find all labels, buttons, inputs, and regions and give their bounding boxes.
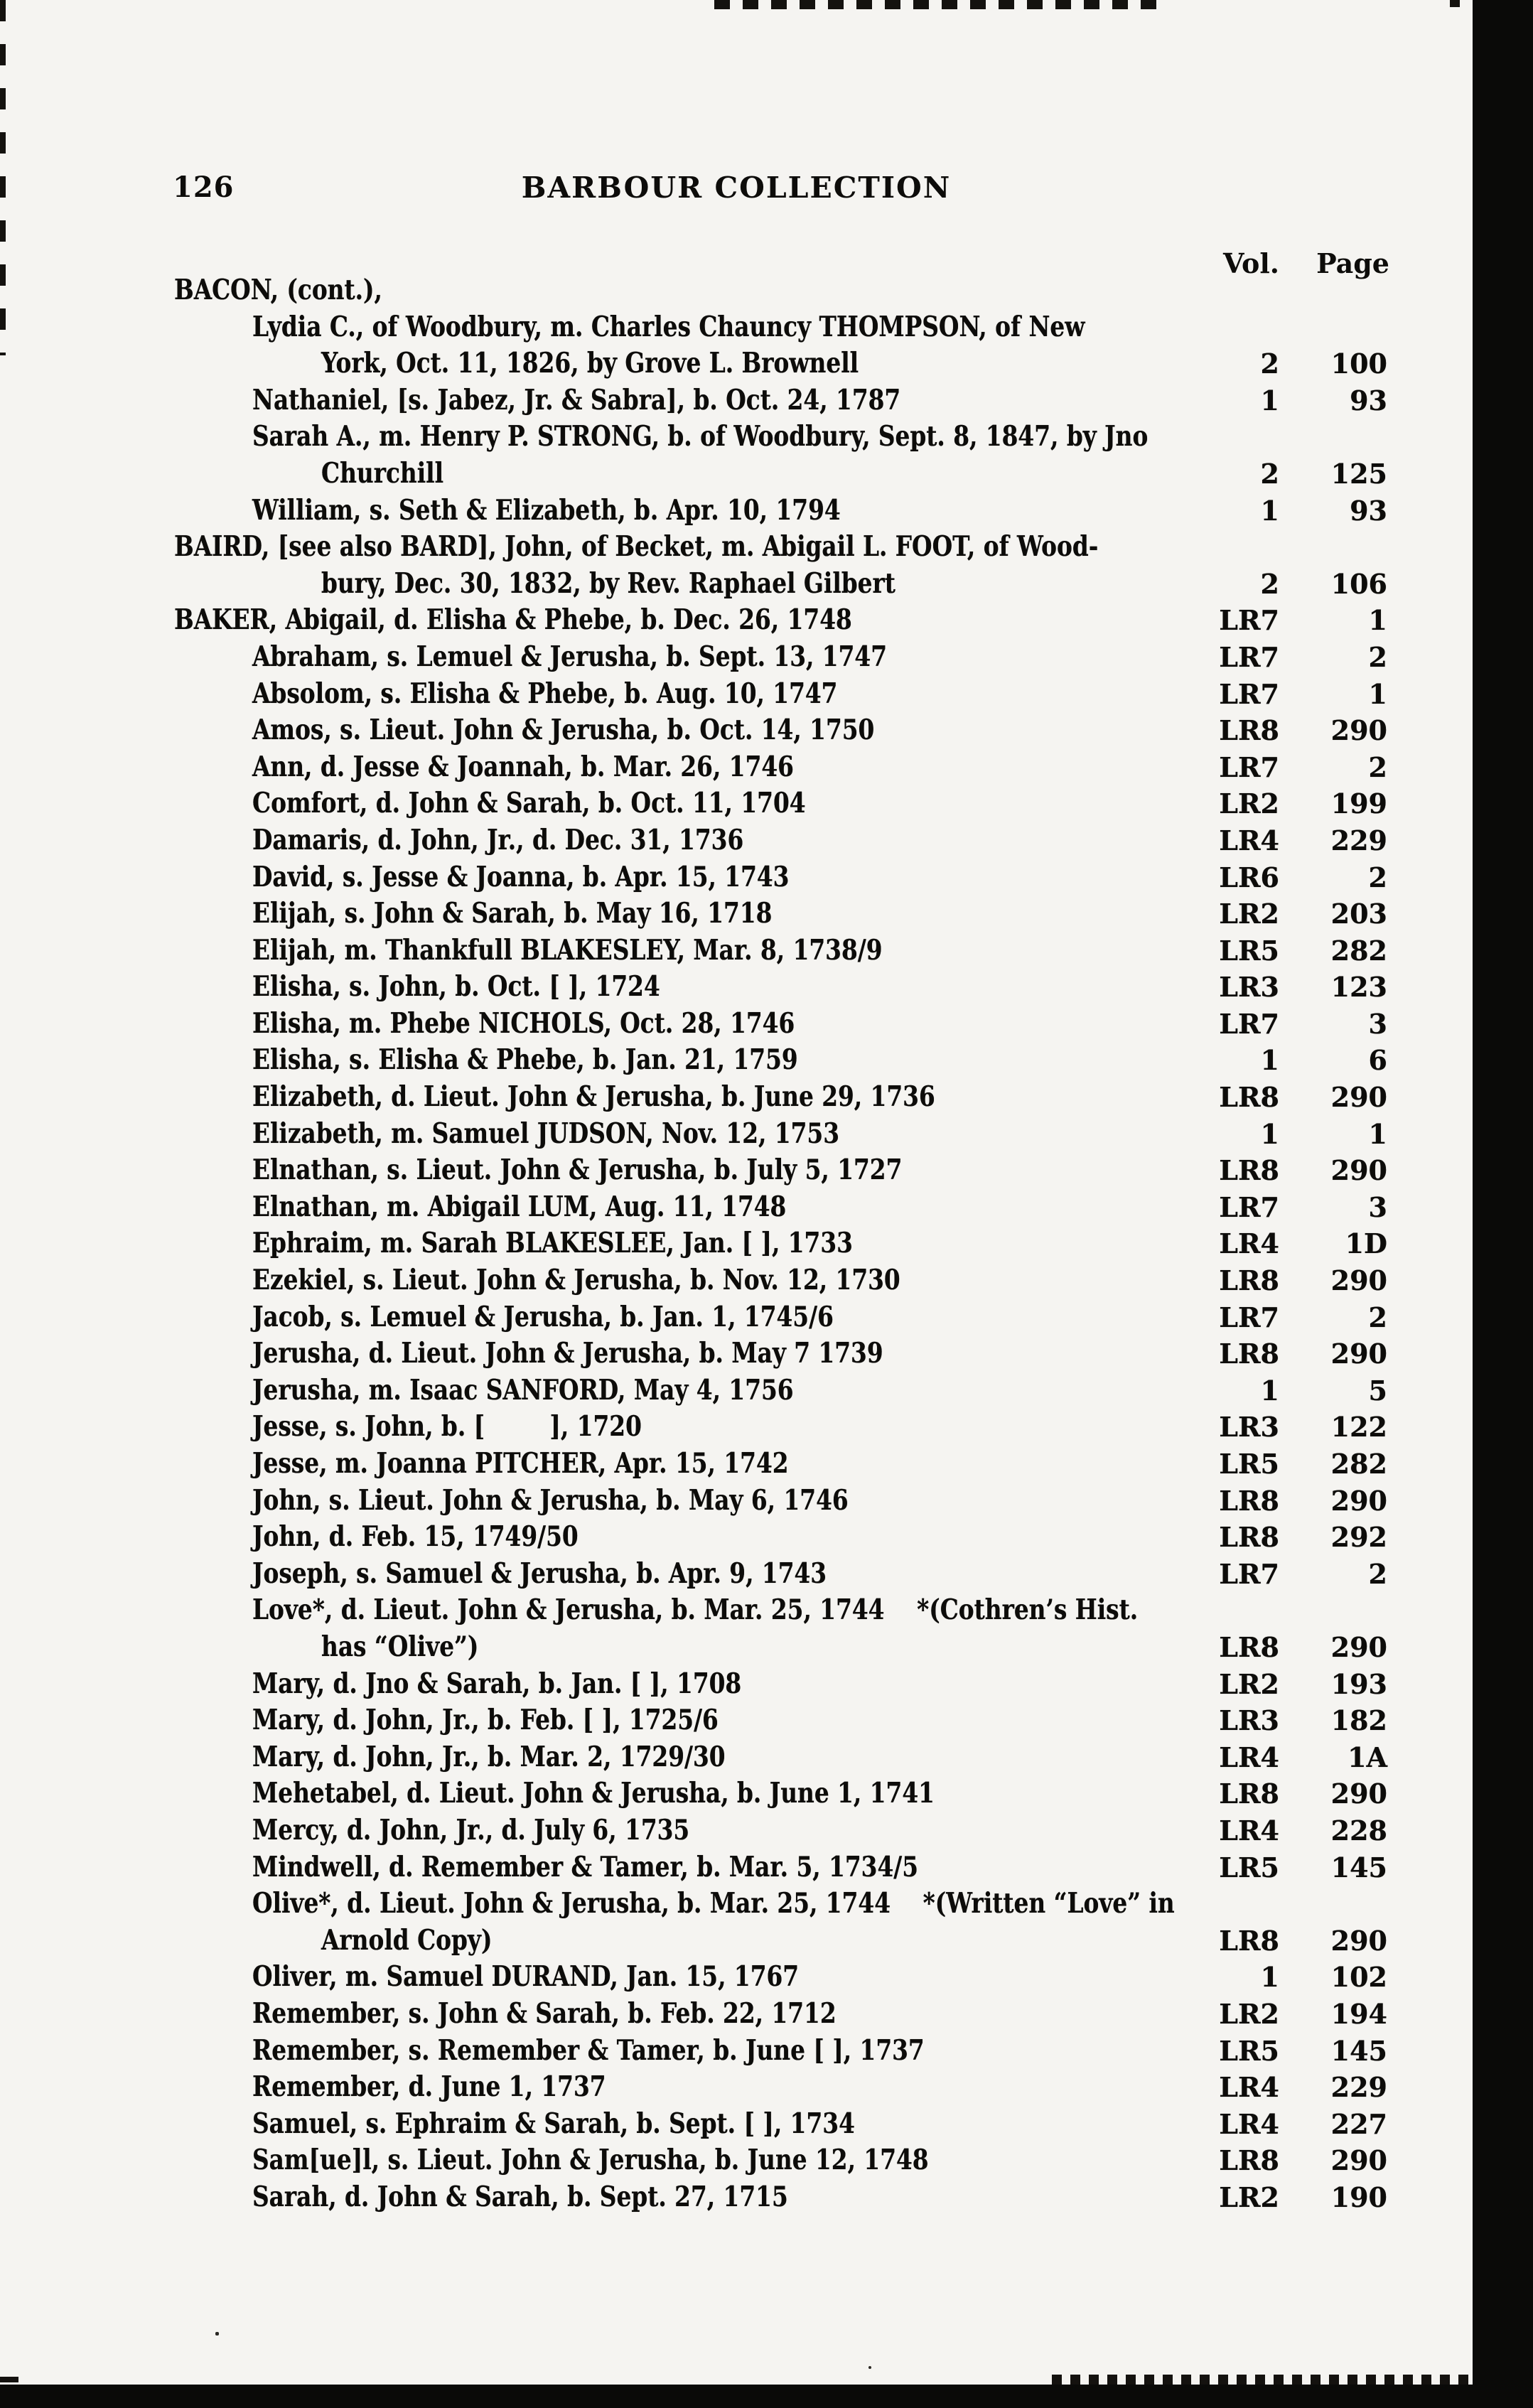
table-row [0,1959,1473,1996]
entry-text: Ann, d. Jesse & Joannah, b. Mar. 26, 1746 [252,750,794,783]
entry-vol: 1 [1260,1117,1279,1150]
entry-text: Lydia C., of Woodbury, m. Charles Chauncy THOMPSON, of New [252,310,1085,343]
column-header-page: Page [1316,247,1389,279]
entry-page: 145 [1330,2034,1387,2067]
table-row [0,2142,1473,2179]
entry-page: 106 [1330,567,1387,600]
entry-vol: LR3 [1219,1411,1279,1444]
table-row [0,712,1473,749]
entry-vol: 2 [1260,348,1279,380]
entry-vol: LR2 [1219,2181,1279,2213]
table-row [0,822,1473,859]
scan-artifact-tick-top-right [1450,0,1460,7]
table-row [0,1702,1473,1739]
table-row [0,2069,1473,2106]
table-row [0,1996,1473,2033]
entry-vol: 1 [1260,494,1279,527]
table-row [0,566,1473,603]
entry-page: 199 [1330,788,1387,820]
table-row [0,529,1473,566]
table-row [0,1886,1473,1923]
entry-text: Jesse, s. John, b. [ ], 1720 [252,1410,642,1444]
entry-text: Remember, d. June 1, 1737 [252,2070,606,2104]
scan-artifact-tick-bottom-left [0,2377,18,2382]
entry-text: Samuel, s. Ephraim & Sarah, b. Sept. [ ], 1734 [252,2107,855,2140]
entry-page: 102 [1330,1961,1387,1994]
entry-text: William, s. Seth & Elizabeth, b. Apr. 10, 1794 [252,493,841,527]
entry-text: BAKER, Abigail, d. Elisha & Phebe, b. Dec. 26, 1748 [174,603,852,637]
entry-vol: LR5 [1219,1448,1279,1480]
table-row [0,2179,1473,2216]
entry-text: Elisha, s. Elisha & Phebe, b. Jan. 21, 1759 [252,1043,798,1077]
entry-text: Mehetabel, d. Lieut. John & Jerusha, b. June 1, 1741 [252,1777,935,1810]
entry-page: 1 [1368,604,1387,637]
entries-list [0,272,1473,2215]
table-row [0,749,1473,786]
entry-vol: LR8 [1219,1154,1279,1187]
entry-page: 182 [1330,1704,1387,1737]
entry-text: Oliver, m. Samuel DURAND, Jan. 15, 1767 [252,1960,800,1994]
entry-vol: LR8 [1219,714,1279,747]
entry-page: 93 [1350,494,1387,527]
entry-page: 2 [1368,640,1387,673]
entry-page: 93 [1350,384,1387,416]
entry-text: Elnathan, m. Abigail LUM, Aug. 11, 1748 [252,1190,787,1223]
entry-page: 3 [1368,1190,1387,1223]
table-row [0,1006,1473,1043]
entry-page: 190 [1330,2181,1387,2213]
entry-text: BAIRD, [see also BARD], John, of Becket, m. Abigail L. FOOT, of Wood- [174,530,1099,564]
entry-vol: LR4 [1219,2107,1279,2140]
entry-page: 290 [1330,1630,1387,1663]
entry-text: Ezekiel, s. Lieut. John & Jerusha, b. Nov. 12, 1730 [252,1264,900,1297]
table-row [0,309,1473,346]
entry-text: Remember, s. Remember & Tamer, b. June [ ], 1737 [252,2033,925,2067]
entry-text: Remember, s. John & Sarah, b. Feb. 22, 1712 [252,1996,837,2030]
entry-text: Comfort, d. John & Sarah, b. Oct. 11, 1704 [252,787,806,820]
entry-vol: 1 [1260,1044,1279,1077]
entry-page: 3 [1368,1007,1387,1040]
entry-text: John, d. Feb. 15, 1749/50 [252,1520,579,1554]
table-row [0,2106,1473,2143]
table-row [0,1775,1473,1812]
entry-text: Sarah, d. John & Sarah, b. Sept. 27, 1715 [252,2180,788,2213]
entry-text: Love*, d. Lieut. John & Jerusha, b. Mar. 25, 1744 *(Cothren’s Hist. [252,1593,1139,1627]
table-row [0,602,1473,639]
entry-vol: LR6 [1219,861,1279,893]
entry-text: BACON, (cont.), [174,274,382,306]
table-row [0,1666,1473,1703]
entry-page: 290 [1330,1338,1387,1370]
table-row [0,896,1473,932]
scan-artifact-dashes-top [714,0,1169,9]
scan-artifact-dashes-left [0,0,6,355]
entry-text: Mary, d. John, Jr., b. Mar. 2, 1729/30 [252,1740,726,1773]
entry-page: 5 [1368,1374,1387,1407]
entry-page: 2 [1368,861,1387,893]
entry-page: 228 [1330,1814,1387,1847]
entry-vol: LR8 [1219,1778,1279,1810]
entry-text: Sarah A., m. Henry P. STRONG, b. of Woodbury, Sept. 8, 1847, by Jno [252,420,1149,453]
table-row [0,1372,1473,1409]
table-row [0,785,1473,822]
table-row [0,419,1473,456]
entry-page: 290 [1330,2144,1387,2177]
entry-text: York, Oct. 11, 1826, by Grove L. Brownell [321,347,859,380]
entry-page: 1 [1368,677,1387,710]
entry-text: Jacob, s. Lemuel & Jerusha, b. Jan. 1, 1745/6 [252,1300,834,1333]
entry-text: David, s. Jesse & Joanna, b. Apr. 15, 1743 [252,860,790,893]
table-row [0,1116,1473,1153]
entry-vol: 2 [1260,567,1279,600]
entry-vol: LR8 [1219,1521,1279,1554]
entry-text: Jerusha, d. Lieut. John & Jerusha, b. May 7 1739 [252,1337,883,1370]
entry-vol: LR2 [1219,898,1279,930]
entry-page: 290 [1330,1484,1387,1517]
entry-page: 227 [1330,2107,1387,2140]
table-row [0,932,1473,969]
entry-text: has “Olive”) [321,1630,479,1663]
entry-vol: 1 [1260,1961,1279,1994]
entry-page: 290 [1330,1154,1387,1187]
table-row [0,456,1473,493]
entry-vol: LR7 [1219,604,1279,637]
entry-vol: LR7 [1219,1007,1279,1040]
entry-vol: LR8 [1219,1484,1279,1517]
table-row [0,639,1473,676]
entry-vol: LR7 [1219,677,1279,710]
table-row [0,1409,1473,1446]
table-row [0,1849,1473,1886]
entry-text: Elijah, m. Thankfull BLAKESLEY, Mar. 8, 1738/9 [252,933,883,967]
table-row [0,1739,1473,1776]
table-row [0,345,1473,382]
table-row [0,1592,1473,1629]
entry-vol: 2 [1260,457,1279,490]
entry-text: Amos, s. Lieut. John & Jerusha, b. Oct. 14, 1750 [252,714,875,747]
entry-page: 203 [1330,898,1387,930]
entry-text: Mary, d. John, Jr., b. Feb. [ ], 1725/6 [252,1704,719,1737]
table-row [0,859,1473,896]
entry-text: Elizabeth, m. Samuel JUDSON, Nov. 12, 1753 [252,1117,839,1150]
entry-vol: LR7 [1219,1190,1279,1223]
entry-vol: LR3 [1219,1704,1279,1737]
entry-page: 2 [1368,1557,1387,1590]
entry-vol: LR3 [1219,971,1279,1004]
entry-vol: LR2 [1219,788,1279,820]
entry-text: bury, Dec. 30, 1832, by Rev. Raphael Gilbert [321,566,895,600]
entry-vol: LR5 [1219,2034,1279,2067]
entry-text: Nathaniel, [s. Jabez, Jr. & Sabra], b. Oct. 24, 1787 [252,383,901,416]
entry-page: 1A [1348,1741,1387,1773]
entry-vol: LR4 [1219,1227,1279,1260]
entry-page: 194 [1330,1997,1387,2030]
table-row [0,1335,1473,1372]
entry-vol: LR8 [1219,1924,1279,1957]
entry-vol: LR8 [1219,1630,1279,1663]
table-row [0,1299,1473,1336]
scan-edge-bottom-band [0,2385,1533,2408]
entry-vol: LR7 [1219,640,1279,673]
entry-vol: LR8 [1219,1081,1279,1114]
entry-page: 2 [1368,1301,1387,1333]
entry-text: Arnold Copy) [321,1923,493,1957]
entry-vol: 1 [1260,384,1279,416]
table-row [0,2033,1473,2070]
table-row [0,969,1473,1006]
entry-text: Abraham, s. Lemuel & Jerusha, b. Sept. 13, 1747 [252,640,887,673]
entry-page: 290 [1330,714,1387,747]
entry-vol: LR5 [1219,1851,1279,1883]
entry-text: Elisha, s. John, b. Oct. [ ], 1724 [252,970,660,1004]
entry-page: 145 [1330,1851,1387,1883]
entry-page: 1D [1345,1227,1387,1260]
entry-text: Jesse, m. Joanna PITCHER, Apr. 15, 1742 [252,1447,789,1480]
page-number: 126 [173,171,235,204]
table-row [0,1042,1473,1079]
entry-text: Mercy, d. John, Jr., d. July 6, 1735 [252,1813,690,1847]
entry-text: John, s. Lieut. John & Jerusha, b. May 6, 1746 [252,1483,849,1517]
entry-page: 290 [1330,1924,1387,1957]
entry-vol: LR2 [1219,1667,1279,1700]
scan-artifact-dashes-bottom-right [1052,2375,1473,2385]
entry-page: 6 [1368,1044,1387,1077]
entry-page: 282 [1330,934,1387,967]
entry-vol: LR5 [1219,934,1279,967]
entry-vol: 1 [1260,1374,1279,1407]
table-row [0,676,1473,713]
entry-text: Mary, d. Jno & Sarah, b. Jan. [ ], 1708 [252,1667,742,1700]
scan-edge-right-band [1473,0,1533,2408]
entry-vol: LR4 [1219,1741,1279,1773]
table-row [0,1519,1473,1556]
table-row [0,1079,1473,1116]
entry-page: 1 [1368,1117,1387,1150]
entry-vol: LR8 [1219,2144,1279,2177]
entry-text: Ephraim, m. Sarah BLAKESLEE, Jan. [ ], 1733 [252,1227,853,1260]
table-row [0,1812,1473,1849]
column-header-vol: Vol. [1222,247,1279,279]
entry-page: 2 [1368,751,1387,783]
scan-artifact-speck [868,2366,871,2369]
entry-text: Damaris, d. John, Jr., d. Dec. 31, 1736 [252,823,744,856]
page-title: BARBOUR COLLECTION [521,171,952,205]
entry-page: 229 [1330,824,1387,856]
table-row [0,1225,1473,1262]
entry-page: 125 [1330,457,1387,490]
table-row [0,1446,1473,1483]
entry-page: 100 [1330,348,1387,380]
entry-page: 292 [1330,1521,1387,1554]
entry-text: Elisha, m. Phebe NICHOLS, Oct. 28, 1746 [252,1006,795,1040]
entry-page: 290 [1330,1081,1387,1114]
table-row [0,1483,1473,1520]
table-row [0,493,1473,530]
entry-text: Churchill [321,456,444,490]
entry-text: Elizabeth, d. Lieut. John & Jerusha, b. June 29, 1736 [252,1080,935,1114]
entry-vol: LR4 [1219,824,1279,856]
entry-page: 290 [1330,1778,1387,1810]
entry-vol: LR8 [1219,1264,1279,1297]
entry-text: Elnathan, s. Lieut. John & Jerusha, b. July 5, 1727 [252,1154,903,1187]
table-row [0,1556,1473,1593]
table-row [0,382,1473,419]
table-row [0,1152,1473,1189]
table-row [0,1923,1473,1960]
table-row [0,272,1473,309]
entry-vol: LR7 [1219,751,1279,783]
entry-page: 229 [1330,2071,1387,2104]
entry-text: Olive*, d. Lieut. John & Jerusha, b. Mar. 25, 1744 *(Written “Love” in [252,1887,1175,1920]
entry-text: Elijah, s. John & Sarah, b. May 16, 1718 [252,897,773,930]
table-row [0,1189,1473,1226]
entry-page: 282 [1330,1448,1387,1480]
entry-text: Mindwell, d. Remember & Tamer, b. Mar. 5, 1734/5 [252,1850,919,1883]
entry-vol: LR7 [1219,1301,1279,1333]
entry-vol: LR2 [1219,1997,1279,2030]
table-row [0,1629,1473,1666]
entry-vol: LR4 [1219,2071,1279,2104]
entry-vol: LR7 [1219,1557,1279,1590]
entry-page: 193 [1330,1667,1387,1700]
entry-text: Sam[ue]l, s. Lieut. John & Jerusha, b. June 12, 1748 [252,2144,929,2177]
entry-text: Jerusha, m. Isaac SANFORD, May 4, 1756 [252,1373,794,1407]
entry-page: 123 [1330,971,1387,1004]
entry-text: Absolom, s. Elisha & Phebe, b. Aug. 10, 1747 [252,677,838,710]
entry-page: 122 [1330,1411,1387,1444]
entry-page: 290 [1330,1264,1387,1297]
entry-vol: LR8 [1219,1338,1279,1370]
table-row [0,1262,1473,1299]
entry-vol: LR4 [1219,1814,1279,1847]
entry-text: Joseph, s. Samuel & Jerusha, b. Apr. 9, 1743 [252,1557,827,1590]
scan-artifact-speck [215,2332,219,2336]
